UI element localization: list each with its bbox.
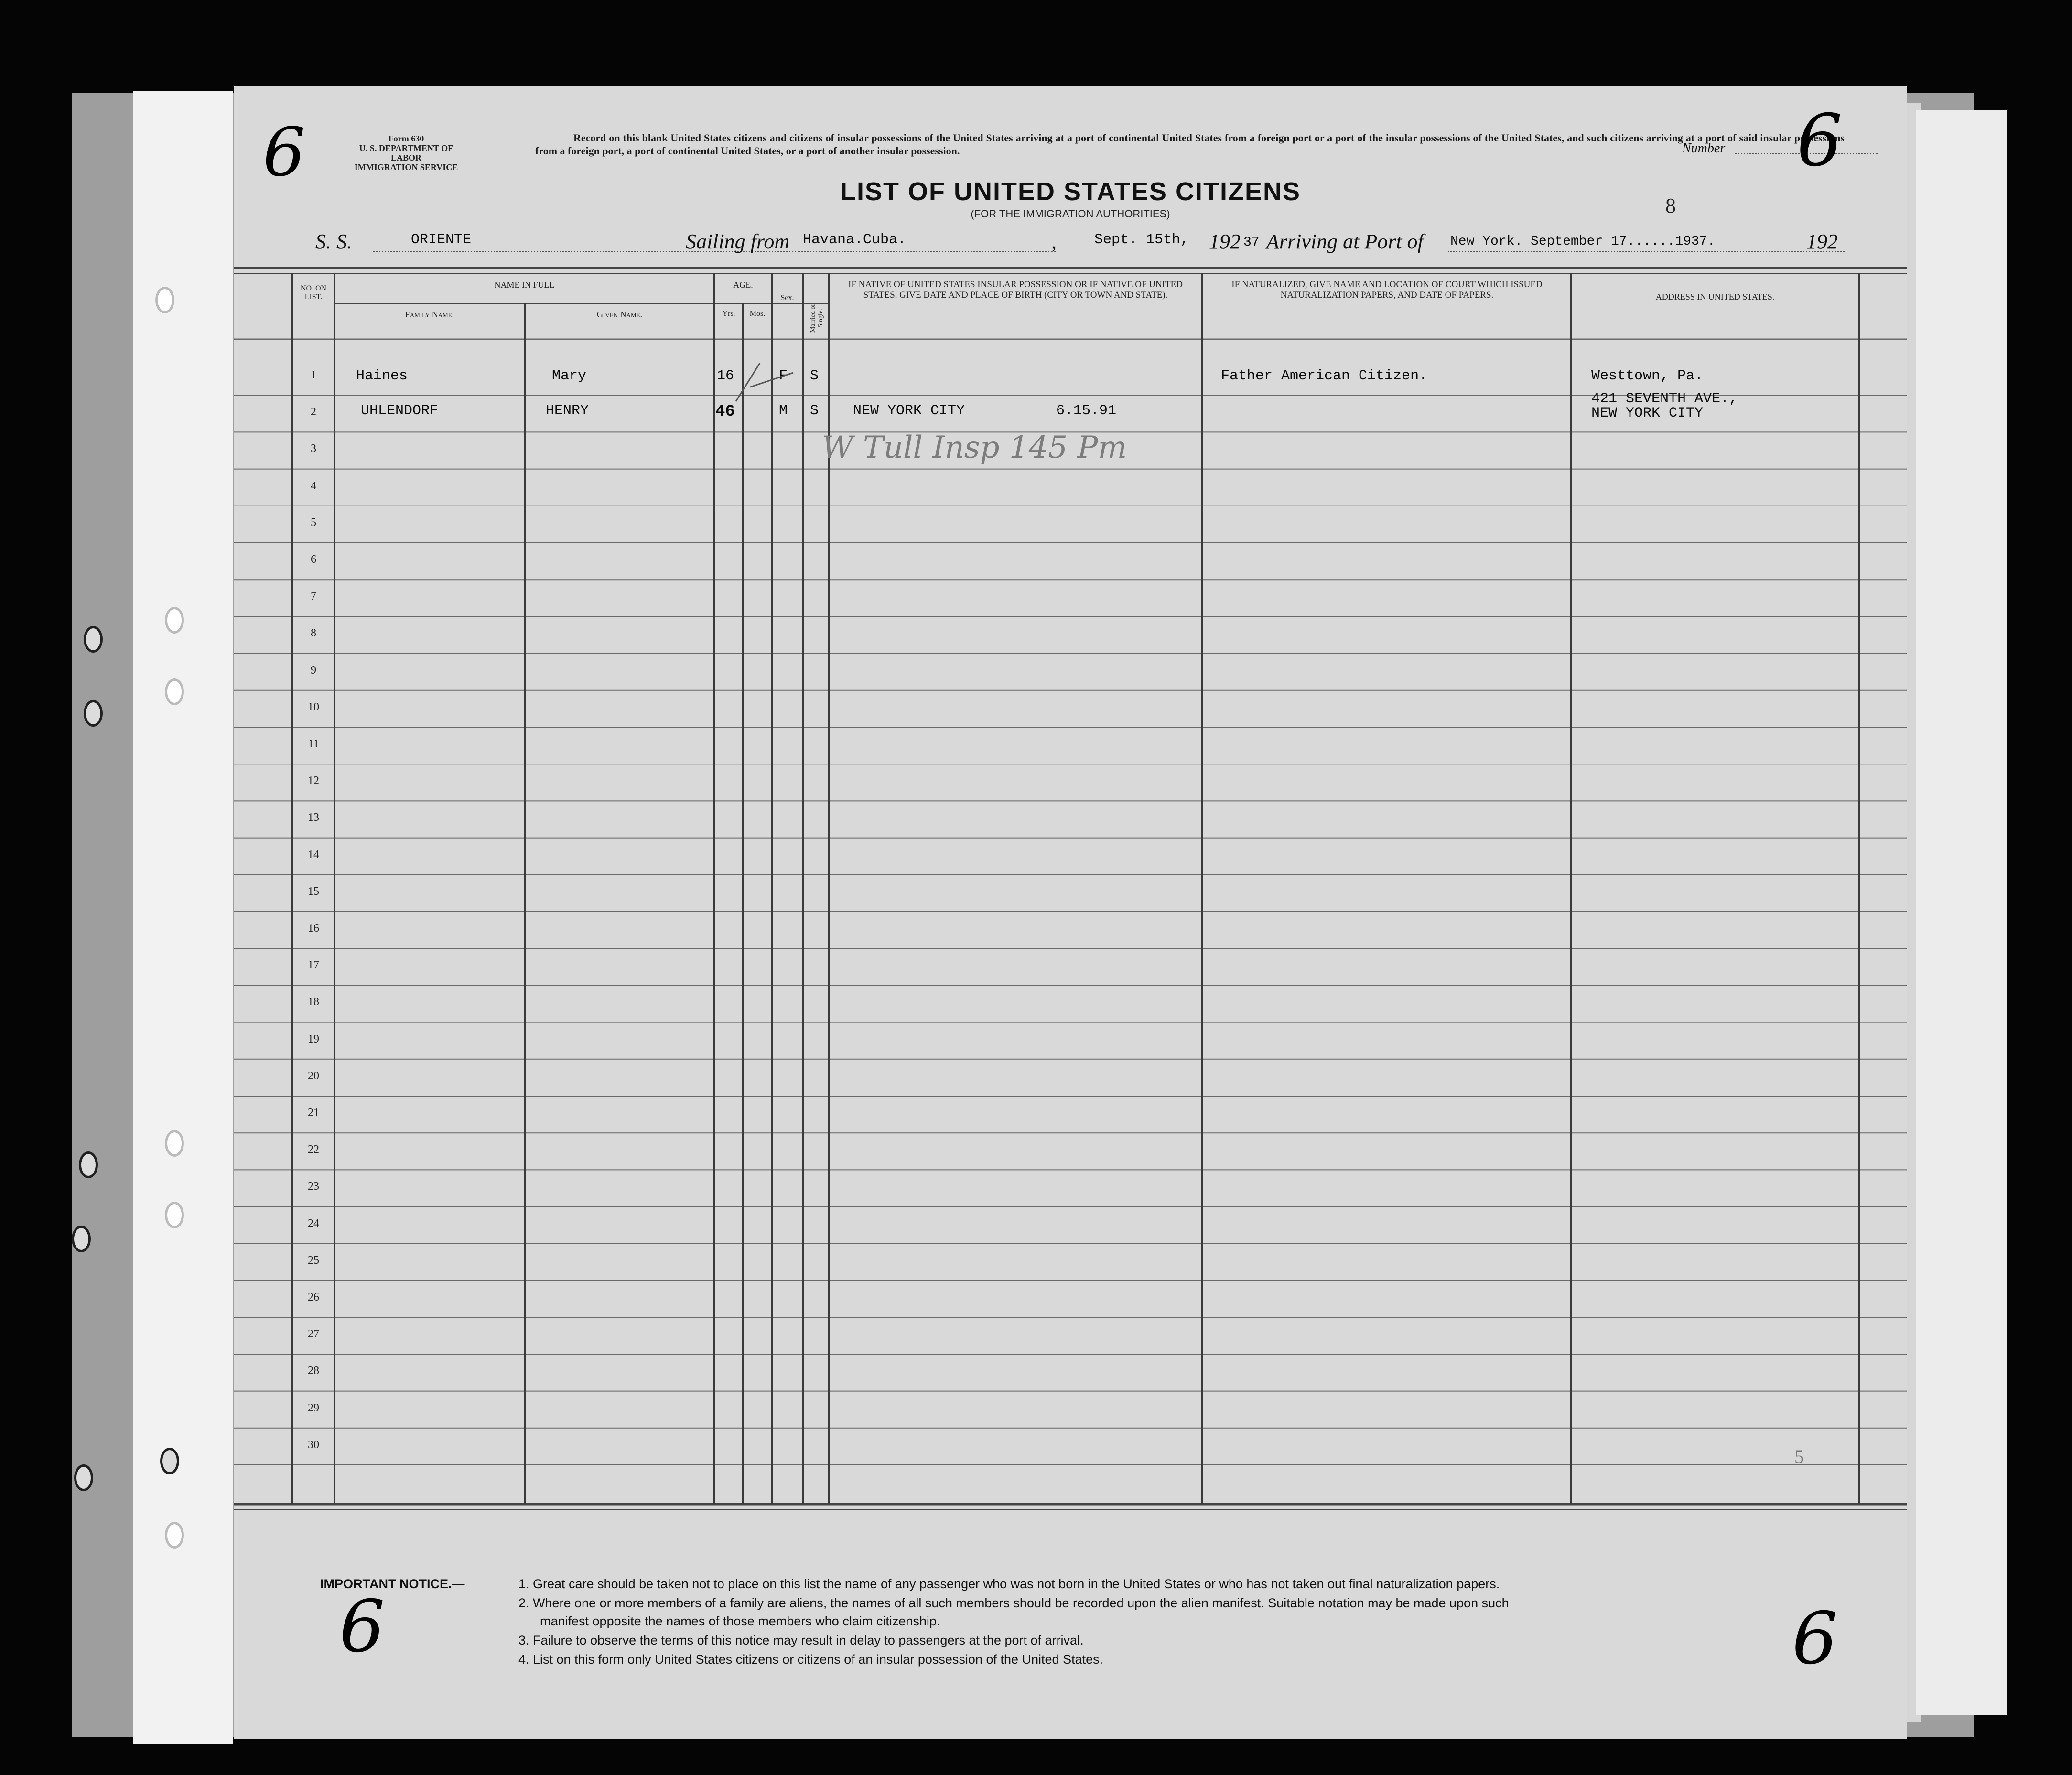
form-title: LIST OF UNITED STATES CITIZENS bbox=[840, 177, 1301, 206]
page-strip-left bbox=[133, 91, 233, 1744]
row-number: 24 bbox=[308, 1217, 319, 1230]
binder-hole bbox=[165, 1202, 184, 1228]
entry-1-address: Westtown, Pa. bbox=[1591, 368, 1704, 384]
binder-hole bbox=[155, 287, 174, 313]
row-number: 22 bbox=[308, 1143, 319, 1156]
row-number: 29 bbox=[308, 1401, 319, 1414]
entry-2-family-name: UHLENDORF bbox=[361, 403, 439, 419]
binder-hole bbox=[84, 626, 103, 653]
handwritten-mark-left: 6 bbox=[339, 1585, 385, 1668]
header-address: ADDRESS IN UNITED STATES. bbox=[1655, 292, 1775, 301]
sheet-mark: 8 bbox=[1665, 194, 1676, 217]
entry-2-address-line1: 421 SEVENTH AVE., bbox=[1591, 391, 1738, 407]
entry-1-given-name: Mary bbox=[552, 368, 587, 384]
notice-item-2: 2. Where one or more members of a family are aliens, the names of all such members should be recorded upon the alien manifest. Suitable notation may be made upon such bbox=[518, 1596, 1509, 1610]
row-number: 4 bbox=[311, 479, 316, 492]
header-married-single: Married or Single. bbox=[809, 303, 824, 333]
row-number: 19 bbox=[308, 1033, 319, 1045]
table-grid bbox=[234, 86, 1907, 1739]
binder-hole bbox=[79, 1151, 98, 1178]
header-naturalized: IF NATURALIZED, GIVE NAME AND LOCATION OF COURT WHICH ISSUED NATURALIZATION PAPERS, AND DATE OF PAPERS. bbox=[1231, 280, 1543, 300]
manifest-sheet bbox=[234, 86, 1907, 1739]
binder-hole bbox=[74, 1464, 93, 1491]
sailing-port: Havana.Cuba. bbox=[803, 232, 906, 248]
notice-heading: IMPORTANT NOTICE.— bbox=[320, 1577, 465, 1591]
service-name: IMMIGRATION SERVICE bbox=[354, 162, 458, 172]
binder-hole bbox=[165, 1522, 184, 1549]
entry-2-sex: M bbox=[779, 403, 788, 419]
header-native-birth: IF NATIVE OF UNITED STATES INSULAR POSSESSION OR IF NATIVE OF UNITED STATES, GIVE DATE AND PLACE OF BIRTH (CITY OR TOWN AND STATE). bbox=[848, 280, 1183, 300]
header-age: AGE. bbox=[733, 280, 753, 290]
arriving-port: New York. September 17......1937. bbox=[1450, 234, 1716, 249]
row-number: 6 bbox=[311, 553, 316, 566]
row-number: 8 bbox=[311, 627, 316, 640]
comma: , bbox=[1051, 230, 1057, 253]
row-number: 23 bbox=[308, 1180, 319, 1193]
row-number: 1 bbox=[311, 369, 316, 381]
row-number: 15 bbox=[308, 885, 319, 898]
header-sex: Sex. bbox=[780, 294, 794, 302]
handwritten-page-number: 6 bbox=[263, 114, 306, 192]
row-number: 14 bbox=[308, 848, 319, 861]
row-number: 26 bbox=[308, 1291, 319, 1303]
row-number: 16 bbox=[308, 922, 319, 935]
row-number: 13 bbox=[308, 811, 319, 824]
entry-1-naturalization: Father American Citizen. bbox=[1221, 368, 1428, 384]
page-strip-right bbox=[1916, 110, 2007, 1715]
header-name-in-full: NAME IN FULL bbox=[494, 280, 555, 290]
row-number: 20 bbox=[308, 1069, 319, 1082]
binder-hole bbox=[84, 700, 103, 727]
header-months: Mos. bbox=[749, 310, 766, 318]
entry-1-family-name: Haines bbox=[356, 368, 408, 384]
arriving-label: Arriving at Port of bbox=[1266, 230, 1424, 253]
header-family-name: Family Name. bbox=[405, 310, 454, 319]
row-number: 25 bbox=[308, 1254, 319, 1267]
entry-2-birth-date: 6.15.91 bbox=[1056, 403, 1117, 419]
list-number-handwritten: 6 bbox=[1797, 99, 1843, 183]
entry-2-birthplace: NEW YORK CITY bbox=[853, 403, 965, 419]
row-number: 11 bbox=[308, 738, 319, 750]
handwritten-mark-right: 6 bbox=[1792, 1597, 1838, 1680]
entry-2-given-name: HENRY bbox=[546, 403, 589, 419]
form-number: Form 630 bbox=[388, 134, 424, 143]
row-number: 27 bbox=[308, 1328, 319, 1341]
row-number: 17 bbox=[308, 959, 319, 972]
sailing-year-printed: 192 bbox=[1209, 230, 1241, 253]
row-number: 9 bbox=[311, 664, 316, 677]
number-label: Number bbox=[1682, 141, 1726, 156]
corner-mark: 5 bbox=[1794, 1446, 1804, 1467]
binder-hole bbox=[165, 1130, 184, 1157]
row-number: 30 bbox=[308, 1438, 319, 1451]
entry-1-sex: F bbox=[779, 368, 788, 384]
header-given-name: Given Name. bbox=[597, 310, 642, 319]
row-number: 12 bbox=[308, 775, 319, 787]
row-number: 5 bbox=[311, 516, 316, 529]
header-years: Yrs. bbox=[722, 310, 735, 318]
header-no-on-list: NO. ON LIST. bbox=[300, 284, 327, 301]
notice-item-2-cont: manifest opposite the names of those members who claim citizenship. bbox=[540, 1614, 940, 1628]
notice-item-4: 4. List on this form only United States citizens or citizens of an insular possession of the United States. bbox=[518, 1652, 1103, 1667]
binder-hole bbox=[160, 1448, 179, 1474]
row-number: 7 bbox=[311, 590, 316, 603]
sailing-year-typed: 37 bbox=[1243, 235, 1260, 250]
instructions-text: Record on this blank United States citizens and citizens of insular possessions of the United States arriving at a port of continental United States from a foreign port or a port of the insular possessions of the United States, and such citizens arriving at a port of said insular possessions from a foreign port, a port of continental United States, or a port of another insular possession. bbox=[535, 132, 1845, 157]
entry-2-age: 46 bbox=[715, 403, 735, 421]
notice-item-1: 1. Great care should be taken not to place on this list the name of any passenger who was not born in the United States or who has not taken out final naturalization papers. bbox=[518, 1577, 1500, 1591]
binder-hole bbox=[72, 1226, 91, 1252]
entry-2-address-line2: NEW YORK CITY bbox=[1591, 405, 1704, 421]
entry-1-status: S bbox=[810, 368, 819, 384]
age-check-mark bbox=[731, 354, 798, 411]
form-subtitle: (FOR THE IMMIGRATION AUTHORITIES) bbox=[971, 208, 1170, 220]
binder-hole bbox=[165, 678, 184, 705]
inspector-annotation: W Tull Insp 145 Pm bbox=[822, 430, 1127, 465]
department-name: U. S. DEPARTMENT OF LABOR bbox=[359, 143, 453, 162]
notice-item-3: 3. Failure to observe the terms of this notice may result in delay to passengers at the port of arrival. bbox=[518, 1633, 1084, 1647]
binder-hole bbox=[165, 607, 184, 634]
row-number: 10 bbox=[308, 700, 319, 713]
row-number: 3 bbox=[311, 442, 316, 455]
row-number: 2 bbox=[311, 406, 316, 419]
entry-1-age: 16 bbox=[717, 368, 734, 384]
ship-name: ORIENTE bbox=[411, 232, 472, 248]
sailing-date: Sept. 15th, bbox=[1094, 232, 1189, 248]
row-number: 21 bbox=[308, 1107, 319, 1119]
entry-2-status: S bbox=[810, 403, 819, 419]
ss-label: S. S. bbox=[315, 230, 352, 253]
arriving-year-printed: 192 bbox=[1806, 230, 1838, 253]
sailing-label: Sailing from bbox=[686, 230, 790, 253]
row-number: 18 bbox=[308, 996, 319, 1009]
row-number: 28 bbox=[308, 1365, 319, 1377]
